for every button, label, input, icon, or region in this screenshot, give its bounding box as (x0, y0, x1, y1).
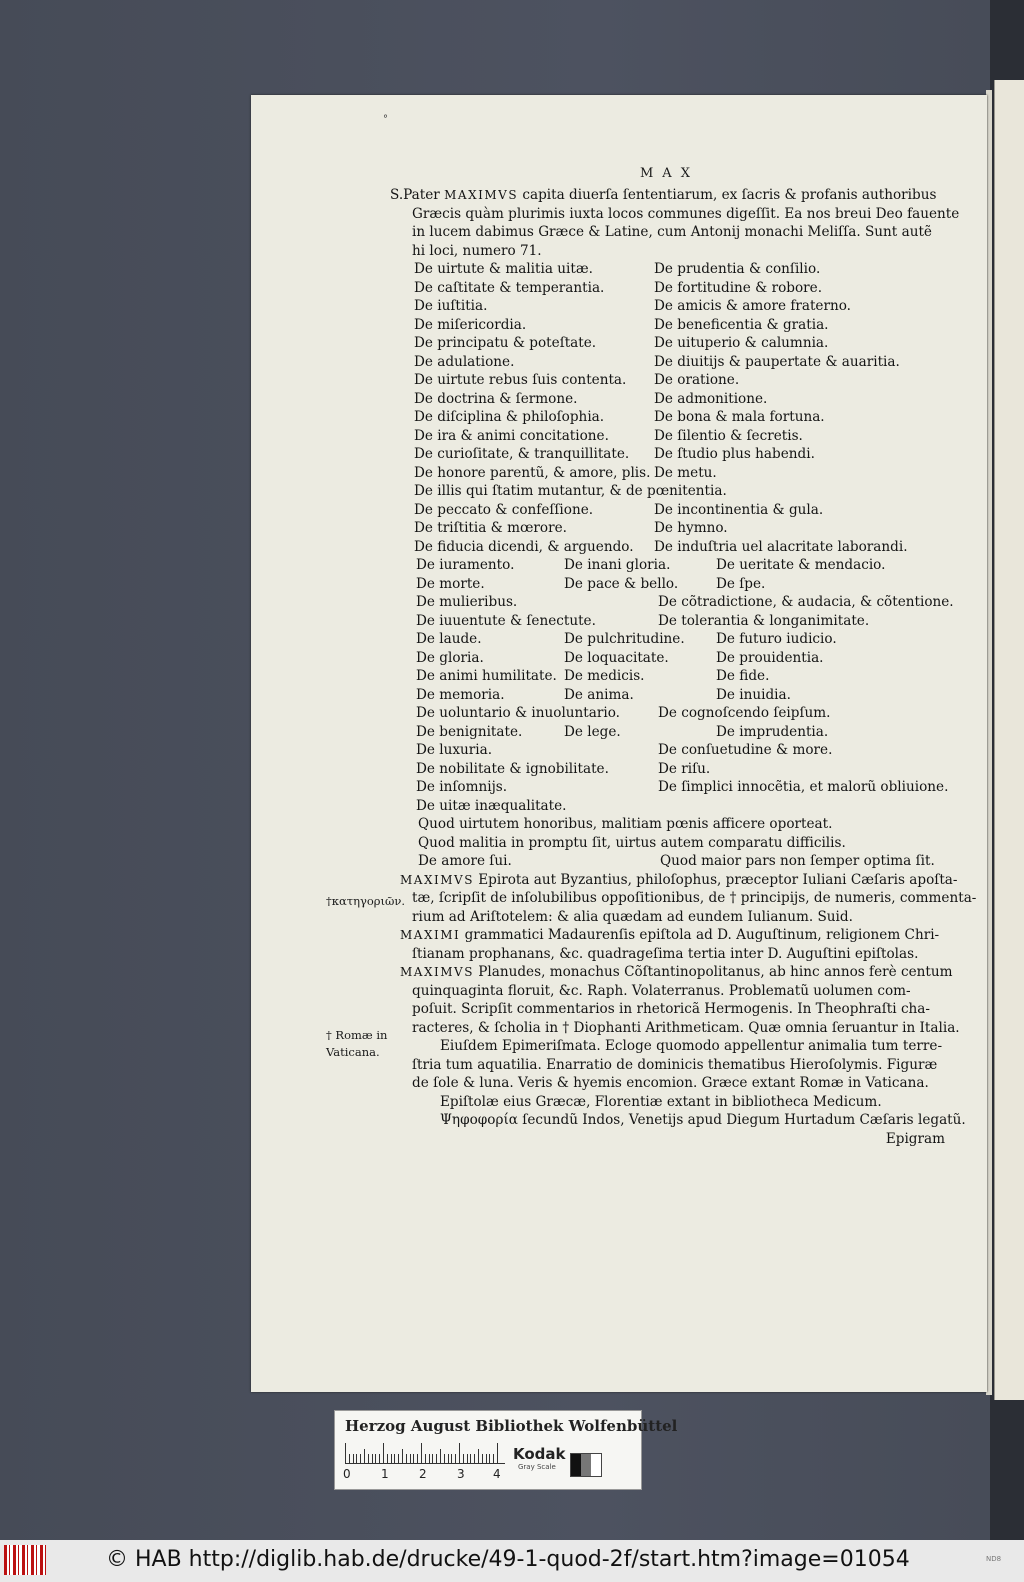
toc-item: Quod uirtutem honoribus, malitiam pœnis afficere oporteat. (418, 816, 833, 832)
toc-item: De curioſitate, & tranquillitate. (414, 446, 630, 462)
ruler-tick (489, 1454, 490, 1463)
kodak-logo: Kodak (513, 1445, 566, 1463)
intro-paragraph (390, 186, 960, 260)
toc-item: De bona & mala fortuna. (654, 409, 825, 425)
toc-item: De futuro iudicio. (716, 631, 837, 647)
ruler-tick (448, 1454, 449, 1463)
entry-line: Ψηφοφορία ſecundũ Indos, Venetijs apud Diegum Hurtadum Cæſaris legatũ. (440, 1112, 966, 1128)
toc-item: De iuramento. (416, 557, 515, 573)
toc-item: Quod malitia in promptu ſit, uirtus autem comparatu difficilis. (418, 834, 846, 851)
ruler-tick (425, 1454, 426, 1463)
ruler-tick (356, 1454, 357, 1463)
toc-item: De metu. (654, 464, 717, 481)
ruler-tick (345, 1443, 346, 1463)
toc-item: De anima. (564, 686, 634, 703)
ruler-tick (417, 1454, 418, 1463)
toc-item: De laude. (416, 631, 482, 647)
ruler-tick (493, 1454, 494, 1463)
entry-line: Epigram (885, 1130, 945, 1147)
intro-line: hi loci, numero 71. (412, 242, 542, 259)
ruler-tick (436, 1454, 437, 1463)
ruler-tick (440, 1449, 441, 1463)
toc-item: De diuitijs & paupertate & auaritia. (654, 353, 900, 370)
ruler-label: 2 (419, 1467, 427, 1481)
ruler-tick (478, 1449, 479, 1463)
ruler-label: 3 (457, 1467, 465, 1481)
entry-line: poſuit. Scripſit commentarios in rhetoricã Hermogenis. In Theophraſti cha- (412, 1001, 931, 1017)
toc-item: De beneficentia & gratia. (654, 316, 829, 333)
ruler-tick (391, 1454, 392, 1463)
ruler-tick (432, 1454, 433, 1463)
intro-line: in lucem dabimus Græce & Latine, cum Antonij monachi Meliſſa. Sunt autẽ (412, 224, 932, 240)
gray-scale-label: Gray Scale (518, 1463, 556, 1471)
toc-item: De uitæ inæqualitate. (416, 797, 567, 814)
footer-url: © HAB http://diglib.hab.de/drucke/49-1-quod-2f/start.htm?image=01054 (106, 1547, 910, 1572)
toc-item: De adulatione. (414, 353, 515, 370)
toc-item: De uirtute & malitia uitæ. (414, 261, 593, 277)
toc-item: De pulchritudine. (564, 631, 685, 647)
intro-line: Græcis quàm plurimis iuxta locos communes digeſſit. Ea nos breui Deo fauente (412, 205, 960, 222)
ruler-tick (421, 1443, 422, 1463)
toc-item: De uituperio & calumnia. (654, 335, 829, 351)
toc-item: De prouidentia. (716, 649, 824, 666)
toc-two-column (390, 260, 950, 556)
toc-item: De imprudentia. (716, 723, 829, 740)
toc-item: De iuuentute & ſenectute. (416, 612, 596, 629)
ruler-tick (413, 1454, 414, 1463)
ruler-tick (360, 1454, 361, 1463)
ruler-tick (398, 1454, 399, 1463)
entry-line: quinquaginta floruit, &c. Raph. Volaterranus. Problematũ uolumen com- (412, 982, 911, 999)
entry-line: Eiuſdem Epimeriſmata. Ecloge quomodo appellentur animalia tum terre- (440, 1038, 943, 1054)
toc-item: Quod maior pars non ſemper optima ſit. (660, 853, 935, 869)
margin-note-greek: †κατηγοριῶν. (326, 894, 406, 908)
toc-item: De miſericordia. (414, 316, 527, 333)
ruler-label: 4 (493, 1467, 501, 1481)
toc-item: De fiducia dicendi, & arguendo. (414, 538, 634, 555)
toc-item: De honore parentũ, & amore, plis. (414, 464, 651, 481)
toc-item: De hymno. (654, 520, 728, 536)
toc-last-line (390, 852, 950, 871)
toc-item: De fide. (716, 668, 770, 684)
card-ruler (345, 1443, 505, 1465)
ruler-tick (406, 1454, 407, 1463)
toc-item: De ueritate & mendacio. (716, 557, 886, 573)
toc-item: De ira & animi concitatione. (414, 427, 609, 444)
entry-line: MAXIMVS Epirota aut Byzantius, philoſophus, præceptor Iuliani Cæſaris apoſta- (400, 871, 958, 888)
toc-item: De tolerantia & longanimitate. (658, 612, 870, 629)
ruler-tick (364, 1449, 365, 1463)
toc-item: De lege. (564, 723, 621, 740)
facing-page-edge (994, 80, 1024, 1400)
toc-item: De admonitione. (654, 390, 768, 407)
entry-line: de ſole & luna. Veris & hyemis encomion. Græce extant Romæ in Vaticana. (412, 1075, 929, 1091)
toc-item: De prudentia & conſilio. (654, 261, 821, 277)
ruler-tick (482, 1454, 483, 1463)
toc-item: De triſtitia & mœrore. (414, 520, 567, 536)
ruler-label: 1 (381, 1467, 389, 1481)
intro-line: S.Pater MAXIMVS capita diuerſa ſententiarum, ex ſacris & profanis authoribus (390, 187, 937, 203)
toc-item: De gloria. (416, 649, 484, 666)
ruler-tick (387, 1454, 388, 1463)
ruler-tick (375, 1454, 376, 1463)
toc-item: De benignitate. (416, 723, 523, 740)
toc-item: De uirtute rebus ſuis contenta. (414, 372, 627, 388)
toc-tail (390, 815, 950, 852)
toc-item: De peccato & confeſſione. (414, 501, 594, 518)
card-title: Herzog August Bibliothek Wolfenbüttel (345, 1417, 678, 1435)
toc-item: De inani gloria. (564, 557, 671, 573)
ruler-tick (410, 1454, 411, 1463)
page-body (390, 186, 977, 1148)
ruler-tick (470, 1454, 471, 1463)
ruler-tick (383, 1443, 384, 1463)
ruler-tick (394, 1454, 395, 1463)
toc-item: De riſu. (658, 760, 711, 777)
ruler-tick (463, 1454, 464, 1463)
entry-line: MAXIMVS Planudes, monachus Cõſtantinopolitanus, ab hinc annos ferè centum (400, 964, 953, 980)
toc-item: De animi humilitate. (416, 668, 557, 684)
footer-code: ND8 (986, 1555, 1002, 1563)
ruler-tick (368, 1454, 369, 1463)
ruler-tick (379, 1454, 380, 1463)
page-mark: ° (383, 114, 388, 125)
ruler-tick (451, 1454, 452, 1463)
toc-item: De uoluntario & inuoluntario. (416, 705, 620, 721)
bibliographic-entries (390, 871, 977, 1149)
toc-item: De ſilentio & ſecretis. (654, 427, 803, 444)
toc-item: De luxuria. (416, 742, 493, 758)
entry-line: Epiſtolæ eius Græcæ, Florentiæ extant in bibliotheca Medicum. (440, 1093, 882, 1110)
margin-note-rome: † Romæ in (326, 1028, 388, 1042)
ruler-tick (474, 1454, 475, 1463)
ruler-tick (372, 1454, 373, 1463)
entry-line: ſtianam prophanans, &c. quadrageſima tertia inter D. Auguſtini epiſtolas. (412, 945, 919, 962)
barcode-icon (4, 1545, 46, 1575)
toc-item: De cõtradictione, & audacia, & cõtentione. (658, 594, 954, 610)
toc-item: De caſtitate & temperantia. (414, 279, 605, 296)
entry-line: MAXIMI grammatici Madaurenſis epiſtola ad D. Auguſtinum, religionem Chri- (400, 927, 940, 943)
toc-item: De iuſtitia. (414, 298, 488, 314)
entry-line: rium ad Ariſtotelem: & alia quædam ad eundem Iulianum. Suid. (412, 908, 853, 925)
toc-item: De principatu & poteſtate. (414, 335, 597, 351)
gray-scale-patch (570, 1453, 602, 1477)
toc-item: De nobilitate & ignobilitate. (416, 760, 609, 777)
toc-three-column (390, 556, 954, 815)
toc-item: De pace & bello. (564, 575, 679, 592)
toc-item: De amore ſui. (418, 853, 512, 869)
toc-item: De cognoſcendo ſeipſum. (658, 705, 831, 721)
ruler-tick (429, 1454, 430, 1463)
running-head: MAX (640, 166, 699, 181)
ruler-tick (353, 1454, 354, 1463)
toc-item: De diſciplina & philoſophia. (414, 409, 605, 425)
ruler-label: 0 (343, 1467, 351, 1481)
ruler-tick (459, 1443, 460, 1463)
ruler-tick (467, 1454, 468, 1463)
toc-item: De incontinentia & gula. (654, 501, 824, 518)
toc-item: De medicis. (564, 668, 645, 684)
ruler-tick (402, 1449, 403, 1463)
toc-item: De loquacitate. (564, 649, 669, 666)
toc-item: De illis qui ſtatim mutantur, & de pœnitentia. (414, 483, 727, 499)
toc-item: De ſpe. (716, 575, 766, 592)
entry-line: racteres, & ſcholia in † Diophanti Arithmeticam. Quæ omnia ſeruantur in Italia. (412, 1019, 960, 1036)
toc-item: De conſuetudine & more. (658, 742, 833, 758)
ruler-tick (444, 1454, 445, 1463)
ruler-tick (497, 1443, 498, 1463)
toc-item: De oratione. (654, 372, 740, 388)
toc-item: De amicis & amore fraterno. (654, 298, 851, 314)
toc-item: De ſimplici innocẽtia, et malorũ obliuione. (658, 779, 949, 795)
ruler-tick (349, 1454, 350, 1463)
toc-item: De fortitudine & robore. (654, 279, 823, 296)
entry-line: tæ, ſcripſit de inſolubilibus oppoſitionibus, de † principijs, de numeris, commenta- (412, 890, 977, 906)
ruler-tick (486, 1454, 487, 1463)
toc-item: De inſomnijs. (416, 779, 508, 795)
toc-item: De memoria. (416, 686, 505, 703)
toc-item: De inuidia. (716, 686, 791, 703)
margin-note-vaticana: Vaticana. (326, 1045, 380, 1059)
toc-item: De induſtria uel alacritate laborandi. (654, 538, 908, 555)
entry-line: ſtria tum aquatilia. Enarratio de dominicis thematibus Hieroſolymis. Figuræ (412, 1056, 938, 1073)
toc-item: De mulieribus. (416, 594, 518, 610)
toc-item: De doctrina & ſermone. (414, 390, 578, 407)
ruler-tick (455, 1454, 456, 1463)
library-color-card (334, 1410, 678, 1490)
toc-item: De morte. (416, 575, 485, 592)
toc-item: De ſtudio plus habendi. (654, 446, 815, 462)
